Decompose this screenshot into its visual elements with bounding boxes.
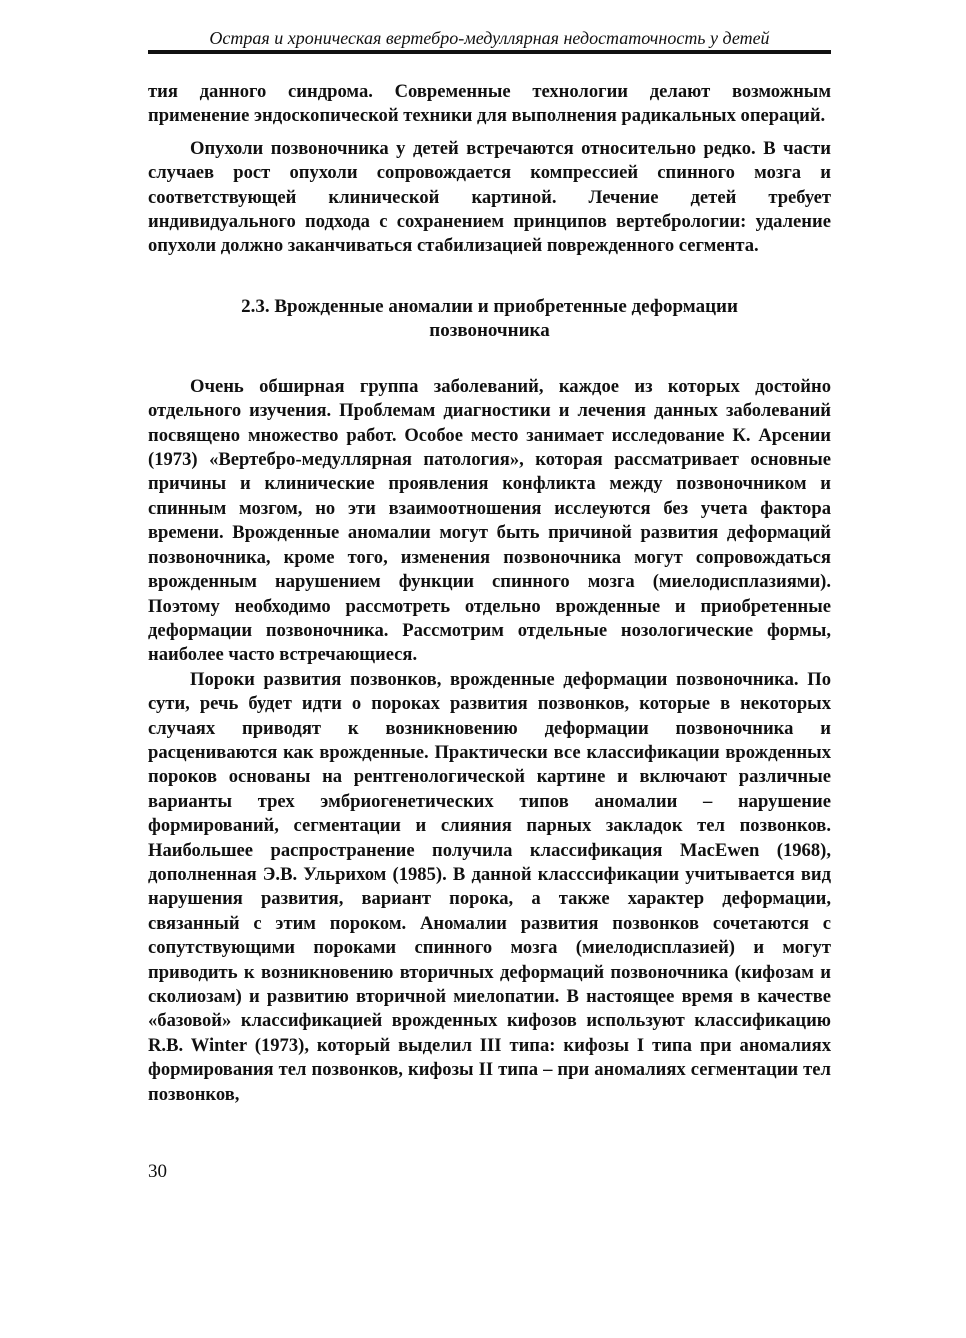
paragraph-4-text: По сути, речь будет идти о пороках развития позвонков, которые в некоторых случаях приводят к возникновению деформации позвоночника и расцениваются как врожденные. Практически все классификации врожденных пороков основаны на рентгенологической картине и включают различные варианты трех эмбриогенетических типов аномалии – нарушение формирований, сегментации и слияния парных закладок тел позвонков. Наибольшее распространение получила классификация MacEwen (1968), дополненная Э.В. Ульрихом (1985). В данной класссификации учитывается вид нарушения развития, вариант порока, а также характер деформации, связанный с этим пороком. Аномалии развития позвонков сочетаются с сопутствующими пороками спинного мозга (миелодисплазией) и могут приводить к возникновению вторичных деформаций позвоночника (кифозам и сколиозам) и развитию вторичной миелопатии. В настоящее время в качестве «базовой» классификацией врожденных кифозов используют классификацию R.B. Winter (1973), который выделил III типа: кифозы I типа при аномалиях формирования тел позвонков, кифозы II типа – при аномалиях сегментации тел позвонков,	[148, 668, 831, 1105]
paragraph-1: тия данного синдрома. Современные технологии делают возможным применение эндоскопической техники для выполнения радикальных операций.	[148, 81, 831, 127]
running-header: Острая и хроническая вертебро-медуллярная недостаточность у детей	[209, 28, 770, 48]
run-in-heading: Пороки развития позвонков, врожденные деформации позвоночника.	[190, 668, 799, 690]
header-rule	[148, 50, 831, 54]
paragraph-2: Опухоли позвоночника у детей встречаются относительно редко. В части случаев рост опухоли сопровождается компрессией спинного мозга и соответствующей клинической картиной. Лечение детей требует индивидуального подхода с сохранением принципов вертебрологии: удаление опухоли должно заканчиваться стабилизацией поврежденного сегмента.	[148, 137, 831, 257]
paragraph-3: Очень обширная группа заболеваний, каждое из которых достойно отдельного изучения. Проблемам диагностики и лечения данных заболеваний посвящено множество работ. Особое место занимает исследование К. Арсении (1973) «Вертебро-медуллярная патология», которая рассматривает основные причины и клинические проявления конфликта между позвоночником и спинным мозгом, но эти взаимоотношения исслеуются без учета фактора времени. Врожденные аномалии могут быть причиной развития деформаций позвоночника, кроме того, изменения позвоночника могут сопровождаться врожденным нарушением функции спинного мозга (миелодисплазиями). Поэтому необходимо рассмотреть отдельно врожденные и приобретенные деформации позвоночника. Рассмотрим отдельные нозологические формы, наиболее часто встречающиеся.	[148, 375, 831, 666]
section-heading	[148, 295, 831, 343]
section-heading-line-2: позвоночника	[429, 319, 550, 341]
section-heading-line-1: 2.3. Врожденные аномалии и приобретенные деформации	[241, 295, 738, 317]
page-body	[148, 80, 831, 1107]
page-number: 30	[148, 1161, 167, 1182]
paragraph-4	[148, 668, 831, 1107]
